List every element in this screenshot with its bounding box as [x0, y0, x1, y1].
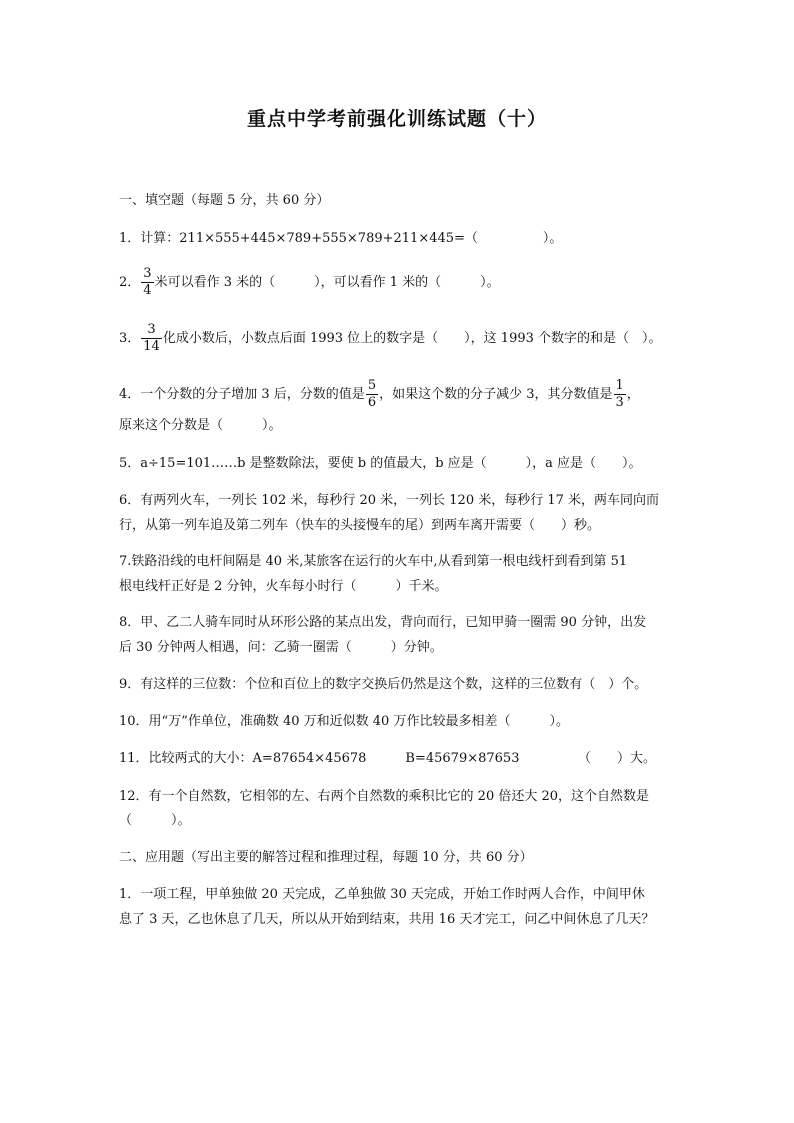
section-heading-fill-blank: 一、填空题（每题 5 分，共 60 分）: [119, 193, 330, 208]
question-4-text-b: ，如果这个数的分子减少 3，其分数值是: [379, 387, 613, 402]
question-1: 1．计算：211×555+445×789+555×789+211×445=（ ）。: [119, 231, 563, 246]
question-7-line-2: 根电线杆正好是 2 分钟，火车每小时行（ ）千米。: [119, 579, 448, 594]
question-8-line-1: 8．甲、乙二人骑车同时从环形公路的某点出发，背向而行，已知甲骑一圈需 90 分钟，出发: [119, 615, 647, 630]
fraction-numerator: 5: [367, 378, 377, 393]
question-8-line-2: 后 30 分钟两人相遇，问：乙骑一圈需（ ）分钟。: [119, 640, 443, 655]
question-12-line-1: 12．有一个自然数，它相邻的左、右两个自然数的乘积比它的 20 倍还大 20，这个自然数是: [119, 789, 650, 804]
question-4-line-1: [119, 378, 640, 411]
fraction-numerator: 3: [141, 322, 162, 339]
question-11: 11．比较两式的大小：A=87654×45678 B=45679×87653 （ ）大。: [119, 751, 656, 766]
fraction-1-3: [614, 378, 626, 411]
question-12-line-2: （ ）。: [119, 813, 191, 828]
fraction-5-6: [366, 378, 378, 411]
question-9: 9．有这样的三位数：个位和百位上的数字交换后仍然是这个数，这样的三位数有（ ）个。: [119, 677, 648, 692]
question-10: 10．用“万”作单位，准确数 40 万和近似数 40 万作比较最多相差（ ）。: [119, 714, 569, 729]
fraction-denominator: 6: [367, 395, 377, 410]
question-2: [119, 266, 500, 299]
question-4-line-2: 原来这个分数是（ ）。: [119, 418, 282, 433]
fraction-3-4: [141, 266, 153, 299]
question-5: 5．a÷15=101……b 是整数除法，要使 b 的值最大，b 应是（ ），a 应是（ ）。: [119, 456, 642, 471]
question-3: [119, 322, 662, 355]
question-3-number: 3．: [119, 331, 141, 346]
question-4-text-c: ，: [626, 387, 640, 402]
fraction-numerator: 1: [615, 378, 624, 393]
question-6-line-1: 6．有两列火车，一列长 102 米，每秒行 20 米，一列长 120 米，每秒行 17 米，两车同向而: [119, 493, 660, 508]
fraction-denominator: 4: [143, 283, 152, 298]
question-7-line-1: 7.铁路沿线的电杆间隔是 40 米,某旅客在运行的火车中,从看到第一根电线杆到看到第 51: [119, 554, 628, 569]
applied-question-1-line-1: 1．一项工程，甲单独做 20 天完成，乙单独做 30 天完成，开始工作时两人合作，中间甲休: [119, 887, 645, 902]
question-2-number: 2．: [119, 275, 141, 290]
applied-question-1-line-2: 息了 3 天，乙也休息了几天，所以从开始到结束，共用 16 天才完工，问乙中间休息了几天？: [119, 912, 655, 927]
question-2-text: 米可以看作 3 米的（ ），可以看作 1 米的（ ）。: [154, 275, 500, 290]
question-3-text: 化成小数后，小数点后面 1993 位上的数字是（ ），这 1993 个数字的和是（ ）。: [162, 331, 662, 346]
question-4-text-a: 4．一个分数的分子增加 3 后，分数的值是: [119, 387, 365, 402]
fraction-3-14: [141, 322, 162, 355]
fraction-numerator: 3: [143, 266, 152, 281]
fraction-denominator: 14: [143, 339, 160, 354]
question-6-line-2: 行，从第一列车追及第二列车（快车的头接慢车的尾）到两车离开需要（ ）秒。: [119, 518, 601, 533]
fraction-denominator: 3: [615, 395, 624, 410]
page-title: 重点中学考前强化训练试题（十）: [246, 108, 547, 130]
section-heading-applied: 二、应用题（写出主要的解答过程和推理过程，每题 10 分，共 60 分）: [119, 850, 533, 865]
